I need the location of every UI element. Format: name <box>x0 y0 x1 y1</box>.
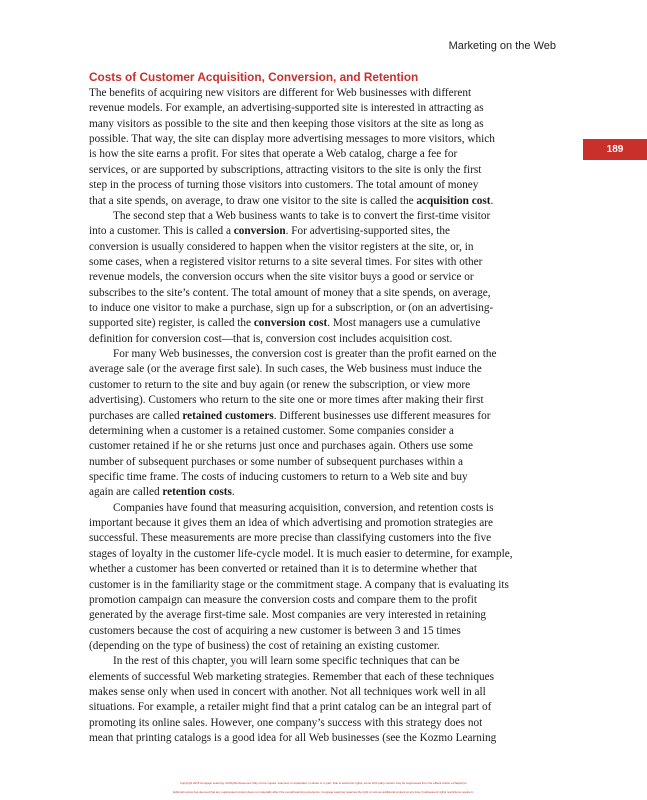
text-line <box>89 424 559 439</box>
text-run: For many Web businesses, the conversion cost is greater than the profit earned on the <box>113 348 497 361</box>
text-line <box>89 547 559 562</box>
text-line <box>89 362 559 377</box>
text-line <box>89 439 559 454</box>
text-line <box>89 270 559 285</box>
text-line <box>89 639 559 654</box>
text-run: that a site spends, on average, to draw one visitor to the site is called the <box>89 194 417 207</box>
text-line <box>89 654 559 669</box>
text-run: The benefits of acquiring new visitors are different for Web businesses with different <box>89 87 472 99</box>
text-run: (depending on the type of business) the cost of retaining an existing customer. <box>89 639 440 652</box>
text-run: . Most managers use a cumulative <box>327 317 481 330</box>
key-term: conversion cost <box>253 317 328 330</box>
text-run: number of subsequent purchases or some number of subsequent purchases within a <box>89 455 463 468</box>
text-line <box>89 316 559 331</box>
text-run: elements of successful Web marketing strategies. Remember that each of these techniques <box>89 670 494 683</box>
text-line <box>89 562 559 577</box>
text-line <box>89 378 559 393</box>
text-run: customers because the cost of acquiring a new customer is between 3 and 15 times <box>89 624 461 637</box>
text-run: advertising). Customers who return to the site one or more times after making their first <box>89 394 484 407</box>
text-line <box>89 608 559 623</box>
text-run: into a customer. This is called a <box>89 225 234 238</box>
footer-line: Editorial review has deemed that any suppressed content does not materially affect the overall learning experience. Cengage Learning reserves the right to remove additional content at any time if subsequent rights restrictions require it. <box>173 790 474 794</box>
text-run: . For advertising-supported sites, the <box>285 225 450 238</box>
text-run: revenue models. For example, an advertising-supported site is interested in attracting as <box>89 102 484 115</box>
text-line <box>89 255 559 270</box>
text-line <box>89 117 559 132</box>
text-run: important because it gives them an idea of which advertising and promotion strategies are <box>89 517 493 530</box>
text-line <box>89 209 559 224</box>
key-term: retention costs <box>162 486 232 499</box>
text-line <box>89 531 559 546</box>
footer-line: Copyright 2015 Cengage Learning. All Rights Reserved. May not be copied, scanned, or duplicated, in whole or in part. Due to electronic rights, some third party content may be suppressed from the eBook and/or eChapter(s). <box>179 781 468 785</box>
text-run: promoting its online sales. However, one company’s success with this strategy does not <box>89 716 483 729</box>
page-number-tab: 189 <box>583 139 647 160</box>
text-line <box>89 332 559 347</box>
text-line <box>89 501 559 516</box>
text-run: . <box>231 486 235 499</box>
text-line <box>89 393 559 408</box>
text-line <box>89 194 559 209</box>
text-run: to induce one visitor to make a purchase, sign up for a subscription, or (on an advertising- <box>89 302 494 315</box>
text-line <box>89 224 559 239</box>
text-run: customer retained if he or she returns just once and purchases again. Others use some <box>89 440 473 453</box>
text-run: revenue models, the conversion occurs when the site visitor buys a good or service or <box>89 271 474 284</box>
text-line <box>89 670 559 685</box>
text-run: is how the site earns a profit. For sites that operate a Web catalog, charge a fee for <box>89 148 458 161</box>
text-run: successful. These measurements are more precise than classifying customers into the five <box>89 532 492 545</box>
text-line <box>89 731 559 746</box>
text-run: mean that printing catalogs is a good idea for all Web businesses (see the Kozmo Learning <box>89 732 497 745</box>
text-run: promotion campaign can measure the conversion costs and compare them to the profit <box>89 593 478 606</box>
text-run: specific time frame. The costs of inducing customers to return to a Web site and buy <box>89 470 468 483</box>
text-run: supported site) register, is called the <box>89 317 254 330</box>
text-line <box>89 178 559 193</box>
text-run: step in the process of turning those visitors into customers. The total amount of money <box>89 179 479 192</box>
text-line <box>89 624 559 639</box>
paragraph <box>89 654 559 746</box>
text-line <box>89 101 559 116</box>
text-run: whether a customer has been converted or retained than it is to determine whether that <box>89 563 477 576</box>
text-run: makes sense only when used in concert with another. Not all techniques work well in all <box>89 686 486 699</box>
text-run: . <box>490 194 494 207</box>
text-line <box>89 455 559 470</box>
text-run: . Different businesses use different measures for <box>273 409 491 422</box>
text-run: Companies have found that measuring acquisition, conversion, and retention costs is <box>113 501 494 514</box>
text-run: situations. For example, a retailer might find that a print catalog can be an integral part of <box>89 701 492 714</box>
running-head: Marketing on the Web <box>448 40 556 52</box>
text-run: conversion is usually considered to happen when the visitor registers at the site, or, in <box>89 240 474 253</box>
text-line <box>89 578 559 593</box>
text-run: determining when a customer is a retained customer. Some companies consider a <box>89 424 454 437</box>
text-line <box>89 516 559 531</box>
text-line <box>89 700 559 715</box>
text-line <box>89 347 559 362</box>
text-run: stages of loyalty in the customer life-cycle model. It is much easier to determine, for example, <box>89 547 513 560</box>
paragraph <box>89 501 559 655</box>
text-run: again are called <box>89 486 163 499</box>
text-line <box>89 163 559 178</box>
text-run: purchases are called <box>89 409 183 422</box>
text-line <box>89 240 559 255</box>
text-line <box>89 147 559 162</box>
text-run: subscribes to the site’s content. The total amount of money that a site spends, on average, <box>89 286 491 299</box>
text-run: some cases, when a registered visitor returns to a site several times. For sites with other <box>89 255 483 268</box>
key-term: retained customers <box>182 409 274 422</box>
paragraph <box>89 347 559 501</box>
text-line <box>89 86 559 101</box>
text-line <box>89 685 559 700</box>
text-line <box>89 485 559 500</box>
body-text <box>89 86 559 746</box>
text-run: possible. That way, the site can display more advertising messages to more visitors, which <box>89 133 495 146</box>
text-run: generated by the average first-time sale. Most companies are very interested in retaining <box>89 609 487 622</box>
text-run: average sale (or the average first sale). In such cases, the Web business must induce the <box>89 363 482 376</box>
text-line <box>89 716 559 731</box>
key-term: acquisition cost <box>416 194 491 207</box>
text-run: definition for conversion cost—that is, conversion cost includes acquisition cost. <box>89 332 453 345</box>
text-line <box>89 593 559 608</box>
text-line <box>89 286 559 301</box>
text-line <box>89 132 559 147</box>
text-run: many visitors as possible to the site and then keeping those visitors at the site as long as <box>89 117 484 130</box>
text-line <box>89 301 559 316</box>
text-run: services, or are supported by subscriptions, attracting visitors to the site is only the first <box>89 163 482 176</box>
text-run: customer to return to the site and buy again (or renew the subscription, or view more <box>89 378 471 391</box>
text-line <box>89 470 559 485</box>
paragraph <box>89 86 559 209</box>
text-run: customer is in the familiarity stage or the commitment stage. A company that is evaluating its <box>89 578 509 591</box>
text-line <box>89 409 559 424</box>
text-run: In the rest of this chapter, you will learn some specific techniques that can be <box>113 655 460 668</box>
copyright-footer <box>0 779 647 797</box>
key-term: conversion <box>233 225 286 238</box>
text-run: The second step that a Web business wants to take is to convert the first-time visitor <box>113 209 491 222</box>
paragraph <box>89 209 559 347</box>
section-heading: Costs of Customer Acquisition, Conversion, and Retention <box>89 70 419 84</box>
